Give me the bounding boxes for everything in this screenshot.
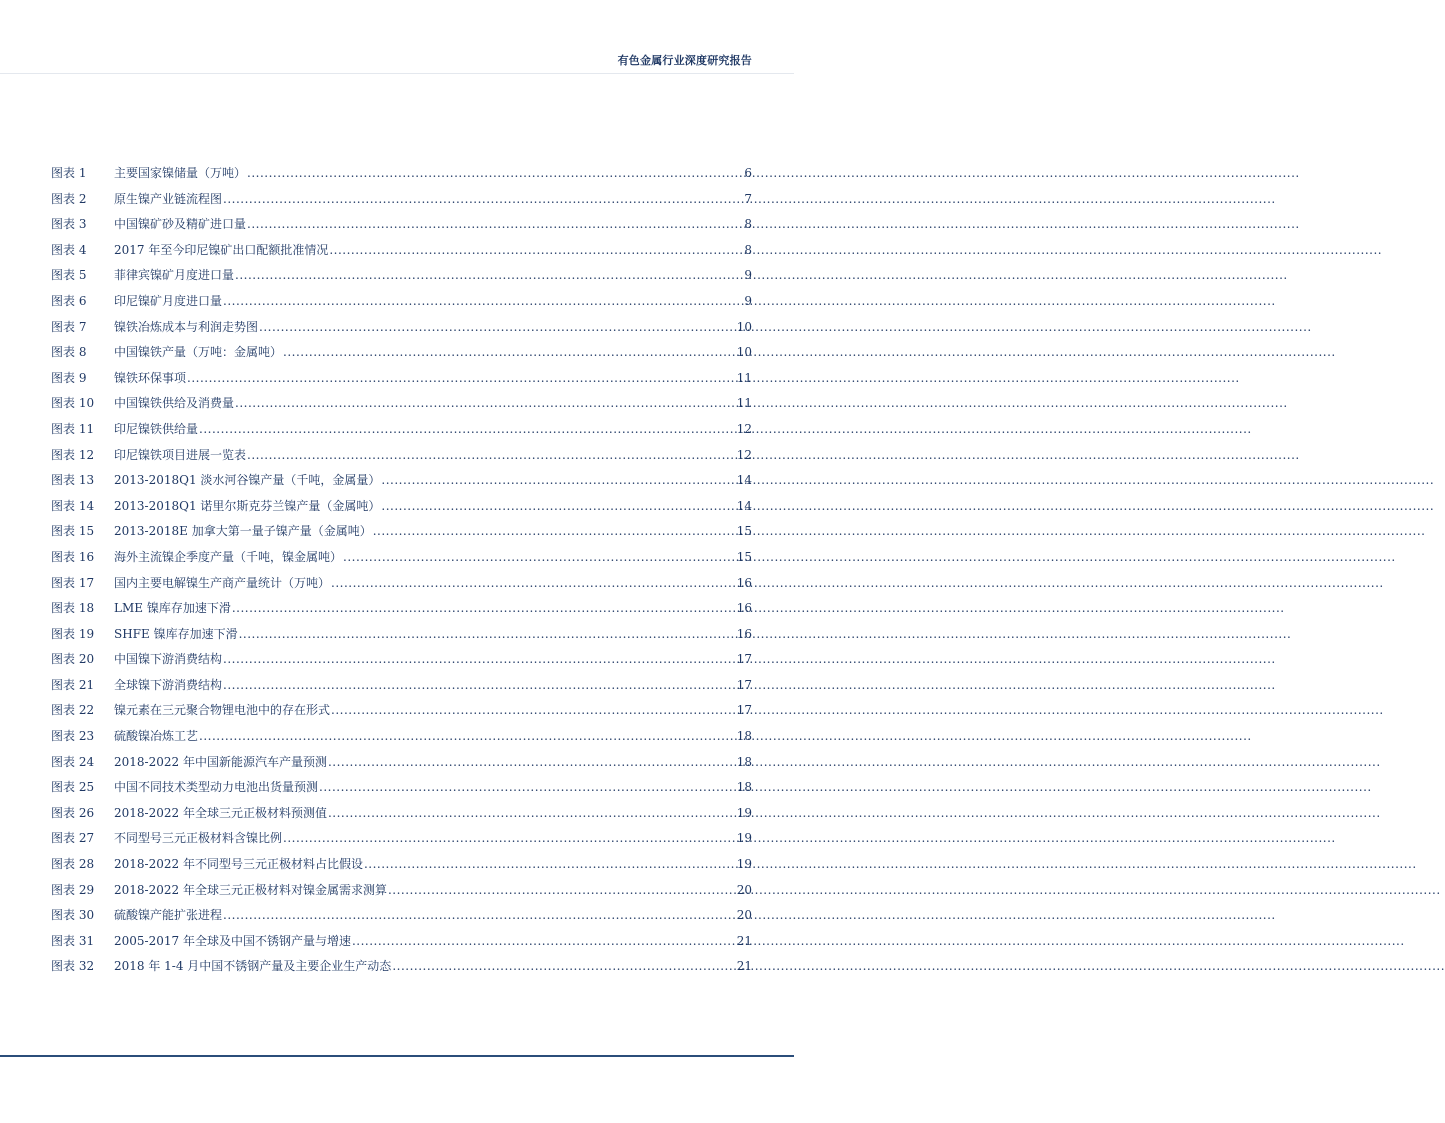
toc-entry-label: 图表 21 bbox=[51, 677, 95, 692]
toc-entry-page-number: 16 bbox=[736, 601, 752, 616]
toc-entry[interactable] bbox=[51, 215, 752, 241]
toc-entry-page-number: 16 bbox=[736, 626, 752, 641]
toc-dot-leader bbox=[328, 755, 736, 769]
toc-entry-page-number: 15 bbox=[736, 549, 752, 564]
toc-dot-leader bbox=[373, 524, 736, 538]
toc-entry-label: 图表 32 bbox=[51, 959, 95, 974]
toc-entry-title: 镍铁环保事项 bbox=[114, 370, 187, 385]
toc-entry-label: 图表 9 bbox=[51, 370, 87, 385]
toc-dot-leader bbox=[247, 217, 743, 231]
toc-entry[interactable] bbox=[51, 753, 752, 779]
toc-entry-label: 图表 8 bbox=[51, 345, 87, 360]
toc-entry-title: 菲律宾镍矿月度进口量 bbox=[114, 268, 235, 283]
toc-dot-leader bbox=[331, 576, 736, 590]
toc-dot-leader bbox=[364, 857, 736, 871]
toc-entry-label: 图表 17 bbox=[51, 575, 95, 590]
toc-entry[interactable] bbox=[51, 701, 752, 727]
toc-entry-label: 图表 30 bbox=[51, 908, 95, 923]
toc-entry-title: LME 镍库存加速下滑 bbox=[114, 601, 231, 616]
header-divider bbox=[0, 73, 794, 74]
report-header-title: 有色金属行业深度研究报告 bbox=[617, 54, 752, 67]
toc-entry[interactable] bbox=[51, 266, 752, 292]
toc-dot-leader bbox=[235, 396, 736, 410]
toc-entry[interactable] bbox=[51, 394, 752, 420]
toc-entry-page-number: 17 bbox=[736, 677, 752, 692]
toc-entry[interactable] bbox=[51, 932, 752, 958]
toc-entry-label: 图表 11 bbox=[51, 421, 95, 436]
toc-entry-page-number: 9 bbox=[744, 293, 752, 308]
toc-entry-page-number: 10 bbox=[736, 345, 752, 360]
toc-entry-title: 硫酸镍产能扩张进程 bbox=[114, 908, 223, 923]
toc-entry-title: 中国不同技术类型动力电池出货量预测 bbox=[114, 780, 319, 795]
toc-entry-title: 主要国家镍储量（万吨） bbox=[114, 166, 247, 180]
toc-dot-leader bbox=[381, 499, 735, 513]
toc-entry-title: 2018 年 1-4 月中国不锈钢产量及主要企业生产动态 bbox=[114, 959, 392, 974]
toc-entry-title: 中国镍铁供给及消费量 bbox=[114, 396, 235, 411]
toc-entry-page-number: 19 bbox=[736, 831, 752, 846]
toc-entry-title: 镍元素在三元聚合物锂电池中的存在形式 bbox=[114, 703, 331, 718]
toc-entry-title: 中国镍下游消费结构 bbox=[114, 652, 223, 667]
toc-entry-label: 图表 20 bbox=[51, 652, 95, 667]
toc-entry[interactable] bbox=[51, 292, 752, 318]
toc-dot-leader bbox=[328, 806, 736, 820]
toc-entry[interactable] bbox=[51, 164, 752, 190]
toc-entry-label: 图表 1 bbox=[51, 166, 87, 180]
toc-entry-page-number: 6 bbox=[744, 166, 752, 180]
toc-entry-label: 图表 3 bbox=[51, 217, 87, 232]
toc-entry[interactable] bbox=[51, 855, 752, 881]
toc-entry[interactable] bbox=[51, 778, 752, 804]
toc-entry-label: 图表 29 bbox=[51, 882, 95, 897]
toc-entry-title: SHFE 镍库存加速下滑 bbox=[114, 626, 238, 641]
toc-entry-label: 图表 19 bbox=[51, 626, 95, 641]
toc-entry-label: 图表 5 bbox=[51, 268, 87, 283]
toc-dot-leader bbox=[235, 268, 743, 282]
toc-entry-page-number: 10 bbox=[736, 319, 752, 334]
toc-entry-label: 图表 13 bbox=[51, 473, 95, 488]
toc-entry-title: 2018-2022 年全球三元正极材料预测值 bbox=[114, 805, 327, 820]
toc-entry-page-number: 20 bbox=[736, 882, 752, 897]
toc-entry-page-number: 18 bbox=[736, 754, 752, 769]
toc-entry-title: 海外主流镍企季度产量（千吨，镍金属吨） bbox=[114, 549, 343, 564]
toc-entry[interactable] bbox=[51, 343, 752, 369]
toc-entry-page-number: 17 bbox=[736, 652, 752, 667]
toc-dot-leader bbox=[343, 550, 736, 564]
toc-entry[interactable] bbox=[51, 957, 752, 983]
toc-entry[interactable] bbox=[51, 676, 752, 702]
toc-dot-leader bbox=[352, 934, 736, 948]
toc-entry-page-number: 8 bbox=[744, 242, 752, 257]
toc-entry[interactable] bbox=[51, 190, 752, 216]
toc-entry-page-number: 14 bbox=[736, 498, 752, 513]
toc-entry-page-number: 15 bbox=[736, 524, 752, 539]
toc-entry[interactable] bbox=[51, 497, 752, 523]
toc-entry-label: 图表 6 bbox=[51, 293, 87, 308]
toc-entry-title: 2013-2018Q1 淡水河谷镍产量（千吨，金属量） bbox=[114, 473, 381, 488]
toc-entry[interactable] bbox=[51, 881, 752, 907]
toc-entry-title: 硫酸镍冶炼工艺 bbox=[114, 729, 199, 744]
toc-entry[interactable] bbox=[51, 727, 752, 753]
toc-dot-leader bbox=[247, 166, 743, 180]
toc-entry-title: 原生镍产业链流程图 bbox=[114, 191, 223, 206]
toc-dot-leader bbox=[223, 294, 743, 308]
toc-entry-title: 中国镍矿砂及精矿进口量 bbox=[114, 217, 247, 232]
toc-entry[interactable] bbox=[51, 420, 752, 446]
toc-dot-leader bbox=[187, 371, 736, 385]
toc-dot-leader bbox=[331, 703, 736, 717]
toc-entry-page-number: 19 bbox=[736, 805, 752, 820]
toc-dot-leader bbox=[283, 831, 736, 845]
toc-entry-page-number: 19 bbox=[736, 857, 752, 872]
toc-entry-label: 图表 2 bbox=[51, 191, 87, 206]
toc-dot-leader bbox=[223, 192, 743, 206]
toc-entry-title: 2018-2022 年中国新能源汽车产量预测 bbox=[114, 754, 327, 769]
toc-entry-title: 镍铁冶炼成本与利润走势图 bbox=[114, 319, 259, 334]
toc-entry-title: 中国镍铁产量（万吨：金属吨） bbox=[114, 345, 283, 360]
toc-entry-title: 2013-2018E 加拿大第一量子镍产量（金属吨） bbox=[114, 524, 372, 539]
toc-entry[interactable] bbox=[51, 318, 752, 344]
toc-dot-leader bbox=[259, 320, 736, 334]
toc-dot-leader bbox=[223, 652, 736, 666]
toc-dot-leader bbox=[199, 729, 736, 743]
toc-entry[interactable] bbox=[51, 471, 752, 497]
toc-entry-label: 图表 27 bbox=[51, 831, 95, 846]
toc-entry-page-number: 11 bbox=[736, 396, 752, 411]
toc-entry-title: 不同型号三元正极材料含镍比例 bbox=[114, 831, 283, 846]
toc-entry-page-number: 18 bbox=[736, 729, 752, 744]
toc-entry-title: 印尼镍铁项目进展一览表 bbox=[114, 447, 247, 462]
toc-dot-leader bbox=[239, 627, 736, 641]
toc-dot-leader bbox=[381, 473, 735, 487]
toc-entry[interactable] bbox=[51, 599, 752, 625]
toc-entry-page-number: 16 bbox=[736, 575, 752, 590]
toc-entry-title: 2013-2018Q1 诺里尔斯克芬兰镍产量（金属吨） bbox=[114, 498, 381, 513]
toc-entry-page-number: 21 bbox=[736, 933, 752, 948]
toc-entry-page-number: 12 bbox=[736, 421, 752, 436]
toc-entry-page-number: 7 bbox=[744, 191, 752, 206]
toc-entry-title: 2005-2017 年全球及中国不锈钢产量与增速 bbox=[114, 933, 351, 948]
toc-entry[interactable] bbox=[51, 574, 752, 600]
toc-dot-leader bbox=[392, 959, 735, 973]
toc-entry-page-number: 12 bbox=[736, 447, 752, 462]
toc-entry-label: 图表 26 bbox=[51, 805, 95, 820]
toc-entry-title: 印尼镍铁供给量 bbox=[114, 421, 199, 436]
toc-entry[interactable] bbox=[51, 241, 752, 267]
toc-entry-page-number: 14 bbox=[736, 473, 752, 488]
toc-entry[interactable] bbox=[51, 804, 752, 830]
toc-entry-page-number: 21 bbox=[736, 959, 752, 974]
toc-dot-leader bbox=[388, 883, 736, 897]
toc-dot-leader bbox=[223, 678, 736, 692]
toc-entry-label: 图表 25 bbox=[51, 780, 95, 795]
toc-entry[interactable] bbox=[51, 522, 752, 548]
toc-entry-page-number: 11 bbox=[736, 370, 752, 385]
toc-entry-label: 图表 18 bbox=[51, 601, 95, 616]
figure-list bbox=[51, 164, 752, 983]
toc-entry-title: 印尼镍矿月度进口量 bbox=[114, 293, 223, 308]
toc-entry-label: 图表 16 bbox=[51, 549, 95, 564]
toc-entry-title: 全球镍下游消费结构 bbox=[114, 677, 223, 692]
toc-entry-label: 图表 24 bbox=[51, 754, 95, 769]
toc-entry-label: 图表 31 bbox=[51, 933, 95, 948]
toc-dot-leader bbox=[223, 908, 736, 922]
toc-entry-label: 图表 22 bbox=[51, 703, 95, 718]
toc-dot-leader bbox=[329, 243, 743, 257]
toc-dot-leader bbox=[319, 780, 736, 794]
toc-entry-label: 图表 28 bbox=[51, 857, 95, 872]
toc-entry-title: 2017 年至今印尼镍矿出口配额批准情况 bbox=[114, 242, 329, 257]
toc-entry-label: 图表 15 bbox=[51, 524, 95, 539]
toc-entry[interactable] bbox=[51, 829, 752, 855]
toc-entry-label: 图表 4 bbox=[51, 242, 87, 257]
toc-entry-label: 图表 7 bbox=[51, 319, 87, 334]
toc-entry-title: 2018-2022 年不同型号三元正极材料占比假设 bbox=[114, 857, 363, 872]
toc-entry-label: 图表 23 bbox=[51, 729, 95, 744]
toc-dot-leader bbox=[199, 422, 736, 436]
toc-dot-leader bbox=[232, 601, 736, 615]
toc-entry-label: 图表 14 bbox=[51, 498, 95, 513]
toc-entry-page-number: 9 bbox=[744, 268, 752, 283]
toc-entry-title: 国内主要电解镍生产商产量统计（万吨） bbox=[114, 575, 331, 590]
toc-entry[interactable] bbox=[51, 906, 752, 932]
toc-entry[interactable] bbox=[51, 446, 752, 472]
toc-entry-label: 图表 10 bbox=[51, 396, 95, 411]
toc-entry[interactable] bbox=[51, 625, 752, 651]
toc-entry-title: 2018-2022 年全球三元正极材料对镍金属需求测算 bbox=[114, 882, 387, 897]
toc-dot-leader bbox=[247, 448, 736, 462]
toc-entry-page-number: 18 bbox=[736, 780, 752, 795]
toc-entry-page-number: 20 bbox=[736, 908, 752, 923]
toc-entry[interactable] bbox=[51, 369, 752, 395]
toc-dot-leader bbox=[283, 345, 736, 359]
toc-entry[interactable] bbox=[51, 650, 752, 676]
toc-entry[interactable] bbox=[51, 548, 752, 574]
toc-entry-page-number: 8 bbox=[744, 217, 752, 232]
toc-entry-label: 图表 12 bbox=[51, 447, 95, 462]
toc-entry-page-number: 17 bbox=[736, 703, 752, 718]
footer-divider bbox=[0, 1055, 794, 1057]
